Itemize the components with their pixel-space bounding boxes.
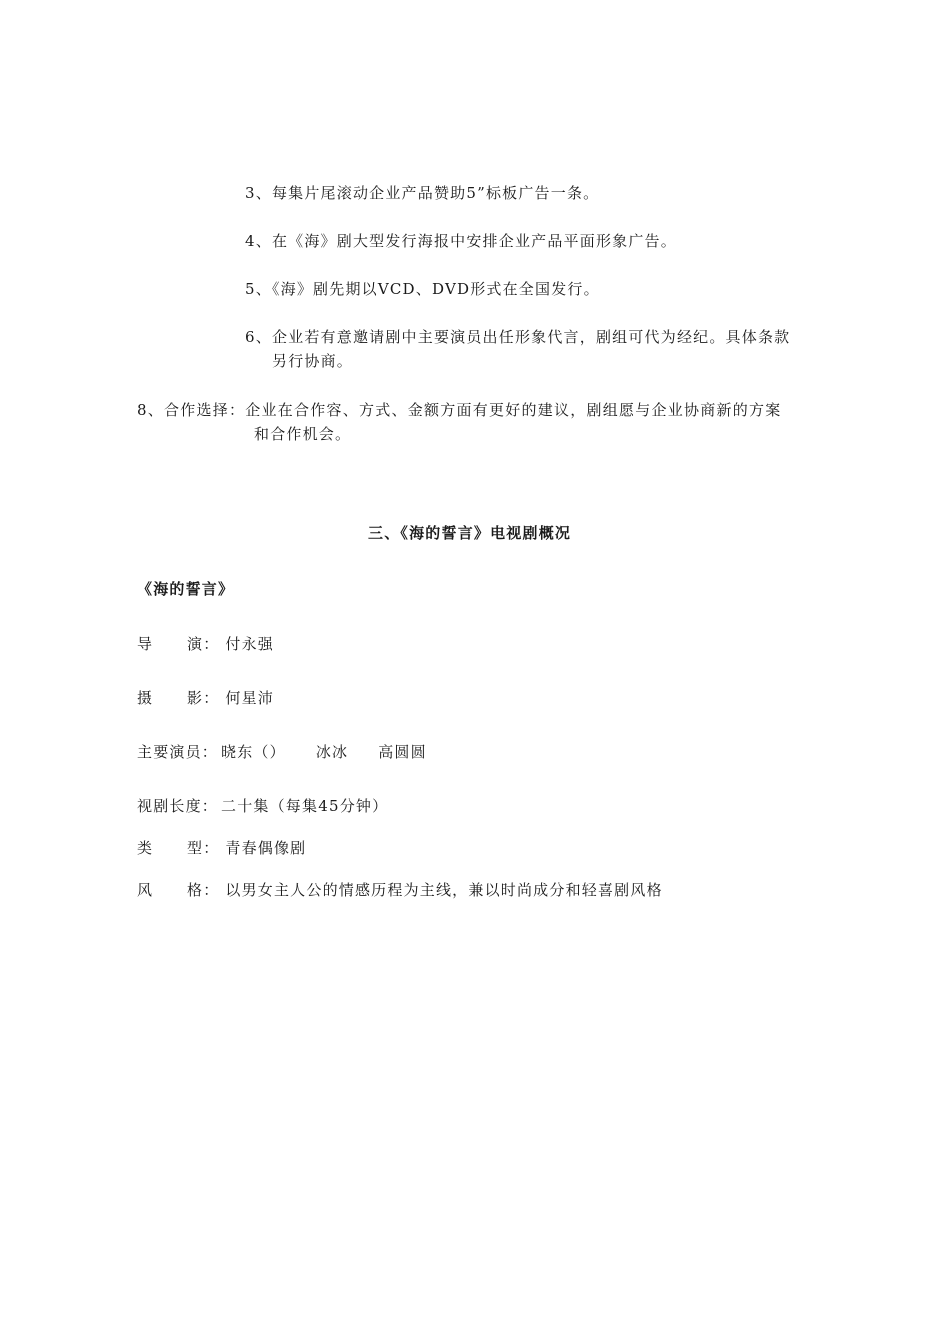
style-label: 风 格： (137, 881, 220, 899)
length-label: 视剧长度： (137, 797, 219, 815)
director-row (137, 633, 274, 654)
style-row (137, 879, 663, 900)
list-item: 5、《海》剧先期以VCD、DVD形式在全国发行。 (245, 280, 600, 298)
genre-row (137, 837, 306, 858)
director-value: 付永强 (225, 635, 274, 653)
list-item: 4、在《海》剧大型发行海报中安排企业产品平面形象广告。 (245, 232, 677, 250)
cast-row (137, 741, 427, 762)
drama-title: 《海的誓言》 (137, 580, 235, 598)
cast-actor: 晓东（） (221, 743, 286, 761)
list-item: 3、每集片尾滚动企业产品赞助5”标板广告一条。 (245, 184, 600, 202)
camera-row (137, 687, 274, 708)
director-label: 导 演： (137, 635, 220, 653)
cooperation-paragraph: 8、合作选择：企业在合作容、方式、金额方面有更好的建议，剧组愿与企业协商新的方案 (137, 401, 782, 419)
length-value: 二十集（每集45分钟） (221, 797, 389, 815)
camera-value: 何星沛 (225, 689, 274, 707)
style-value: 以男女主人公的情感历程为主线，兼以时尚成分和轻喜剧风格 (225, 881, 663, 899)
list-item-continuation: 另行协商。 (272, 352, 354, 370)
length-row (137, 795, 388, 816)
cast-actor: 高圆圆 (378, 743, 427, 761)
cooperation-paragraph-continuation: 和合作机会。 (254, 425, 352, 443)
cast-actor: 冰冰 (315, 743, 349, 761)
cast-label: 主要演员： (137, 743, 219, 761)
camera-label: 摄 影： (137, 689, 220, 707)
section-title: 三、《海的誓言》电视剧概况 (368, 524, 572, 542)
list-item: 6、企业若有意邀请剧中主要演员出任形象代言，剧组可代为经纪。具体条款 (245, 328, 791, 346)
genre-value: 青春偶像剧 (225, 839, 307, 857)
genre-label: 类 型： (137, 839, 220, 857)
